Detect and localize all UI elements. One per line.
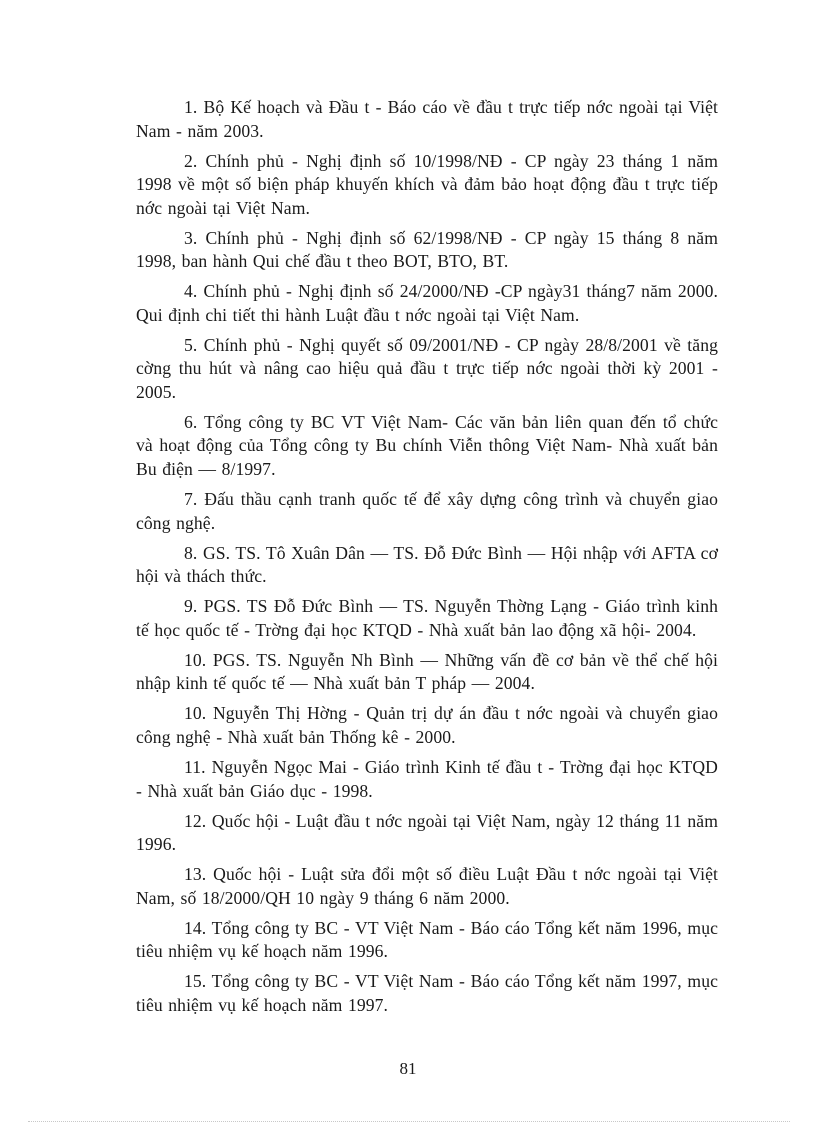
reference-item: 4. Chính phủ - Nghị định số 24/2000/NĐ -CP ngày31 tháng7 năm 2000. Qui định chi tiết thi hành Luật đầu t nớc ngoài tại Việt Nam. [136,281,718,325]
reference-item: 10. PGS. TS. Nguyễn Nh Bình — Những vấn đề cơ bản về thể chế hội nhập kinh tế quốc tế — Nhà xuất bản T pháp — 2004. [136,649,718,694]
reference-item: 13. Quốc hội - Luật sửa đổi một số điều Luật Đầu t nớc ngoài tại Việt Nam, số 18/2000/QH 10 ngày 9 tháng 6 năm 2000. [136,864,718,908]
footer-divider [28,1121,790,1122]
reference-item: 1. Bộ Kế hoạch và Đầu t - Báo cáo về đầu t trực tiếp nớc ngoài tại Việt Nam - năm 2003. [136,97,718,141]
reference-item: 3. Chính phủ - Nghị định số 62/1998/NĐ - CP ngày 15 tháng 8 năm 1998, ban hành Qui chế đầu t theo BOT, BTO, BT. [136,227,718,272]
reference-item: 7. Đấu thầu cạnh tranh quốc tế để xây dựng công trình và chuyển giao công nghệ. [136,489,718,533]
reference-item: 12. Quốc hội - Luật đầu t nớc ngoài tại Việt Nam, ngày 12 tháng 11 năm 1996. [136,810,718,855]
page-number: 81 [399,1059,417,1078]
reference-item: 2. Chính phủ - Nghị định số 10/1998/NĐ - CP ngày 23 tháng 1 năm 1998 về một số biện pháp khuyến khích và đảm bảo hoạt động đầu t trực tiếp nớc ngoài tại Việt Nam. [136,150,718,218]
reference-item: 6. Tổng công ty BC VT Việt Nam- Các văn bản liên quan đến tổ chức và hoạt động của Tổng công ty Bu chính Viễn thông Việt Nam- Nhà xuất bản Bu điện — 8/1997. [136,411,718,479]
reference-item: 11. Nguyễn Ngọc Mai - Giáo trình Kinh tế đầu t - Trờng đại học KTQD - Nhà xuất bản Giáo dục - 1998. [136,757,718,801]
reference-item: 9. PGS. TS Đỗ Đức Bình — TS. Nguyễn Thờng Lạng - Giáo trình kinh tế học quốc tế - Trờng đại học KTQD - Nhà xuất bản lao động xã hội- 2004. [136,596,718,640]
reference-item: 5. Chính phủ - Nghị quyết số 09/2001/NĐ - CP ngày 28/8/2001 về tăng cờng thu hút và nâng cao hiệu quả đầu t trực tiếp nớc ngoài thời kỳ 2001 - 2005. [136,334,718,402]
reference-item: 8. GS. TS. Tô Xuân Dân — TS. Đỗ Đức Bình — Hội nhập với AFTA cơ hội và thách thức. [136,542,718,587]
reference-item: 14. Tổng công ty BC - VT Việt Nam - Báo cáo Tổng kết năm 1996, mục tiêu nhiệm vụ kế hoạch năm 1996. [136,917,718,962]
reference-list [136,96,718,1024]
reference-item: 10. Nguyễn Thị Hờng - Quản trị dự án đầu t nớc ngoài và chuyển giao công nghệ - Nhà xuất bản Thống kê - 2000. [136,703,718,747]
reference-item: 15. Tổng công ty BC - VT Việt Nam - Báo cáo Tổng kết năm 1997, mục tiêu nhiệm vụ kế hoạch năm 1997. [136,971,718,1015]
